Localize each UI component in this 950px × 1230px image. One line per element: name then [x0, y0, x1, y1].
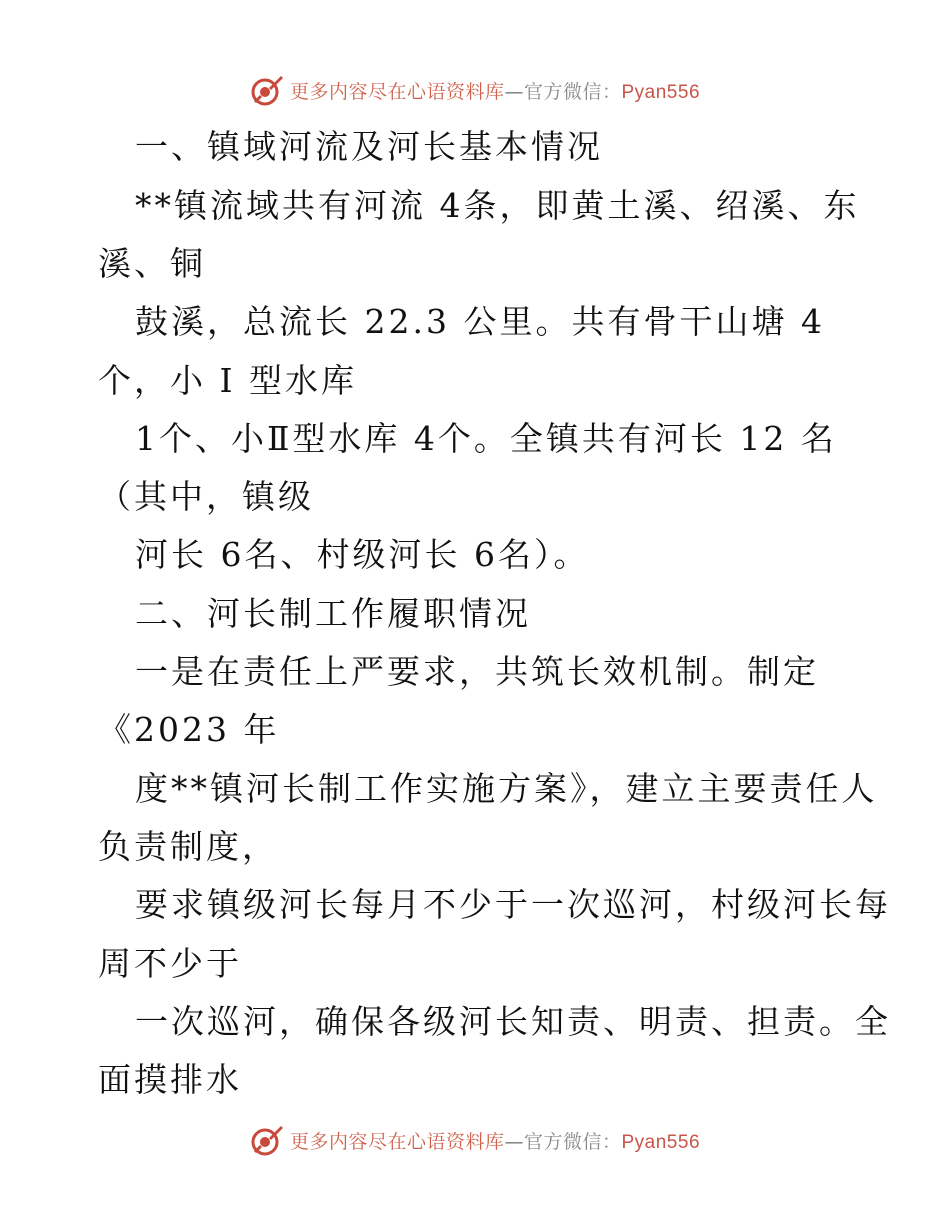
paragraph-line: 周不少于 [98, 944, 242, 983]
watermark-separator: — [504, 80, 524, 103]
section-heading-2: 二、河长制工作履职情况 [135, 594, 531, 633]
pen-nib-logo-icon [250, 73, 284, 107]
watermark-brand: 更多内容尽在心语资料库 [289, 1130, 505, 1153]
paragraph-line: 一是在责任上严要求，共筑长效机制。制定 [135, 652, 819, 691]
watermark-wechat-label: 官方微信： [523, 80, 622, 103]
watermark-wechat-id: Pyan556 [621, 81, 701, 103]
watermark-banner-bottom [0, 1120, 950, 1160]
paragraph-line: 鼓溪，总流长 22.3 公里。共有骨干山塘 4 [135, 302, 825, 341]
paragraph-line: 度**镇河长制工作实施方案》，建立主要责任人 [135, 769, 878, 808]
watermark-text [290, 1127, 700, 1154]
paragraph-line: **镇流域共有河流 4条，即黄土溪、绍溪、东 [135, 186, 860, 225]
watermark-wechat-label: 官方微信： [523, 1130, 622, 1153]
paragraph-line: 负责制度， [98, 827, 278, 866]
watermark-banner-top [0, 70, 950, 110]
paragraph-line: 要求镇级河长每月不少于一次巡河，村级河长每 [135, 885, 891, 924]
watermark-wechat-id: Pyan556 [621, 1131, 701, 1153]
watermark-brand: 更多内容尽在心语资料库 [289, 80, 505, 103]
paragraph-line: 河长 6名、村级河长 6名）。 [135, 535, 590, 574]
watermark-separator: — [504, 1130, 524, 1153]
paragraph-line: 1个、小Ⅱ型水库 4个。全镇共有河长 12 名 [135, 419, 837, 458]
paragraph-line: 一次巡河，确保各级河长知责、明责、担责。全 [135, 1002, 891, 1041]
pen-nib-logo-icon [250, 1123, 284, 1157]
paragraph-line: （其中，镇级 [98, 477, 314, 516]
paragraph-line: 个，小 I 型水库 [98, 361, 358, 400]
paragraph-line: 溪、铜 [98, 244, 206, 283]
paragraph-line: 面摸排水 [98, 1060, 242, 1099]
section-heading-1: 一、镇域河流及河长基本情况 [135, 127, 603, 166]
watermark-text [290, 77, 700, 104]
paragraph-line: 《2023 年 [98, 710, 280, 749]
